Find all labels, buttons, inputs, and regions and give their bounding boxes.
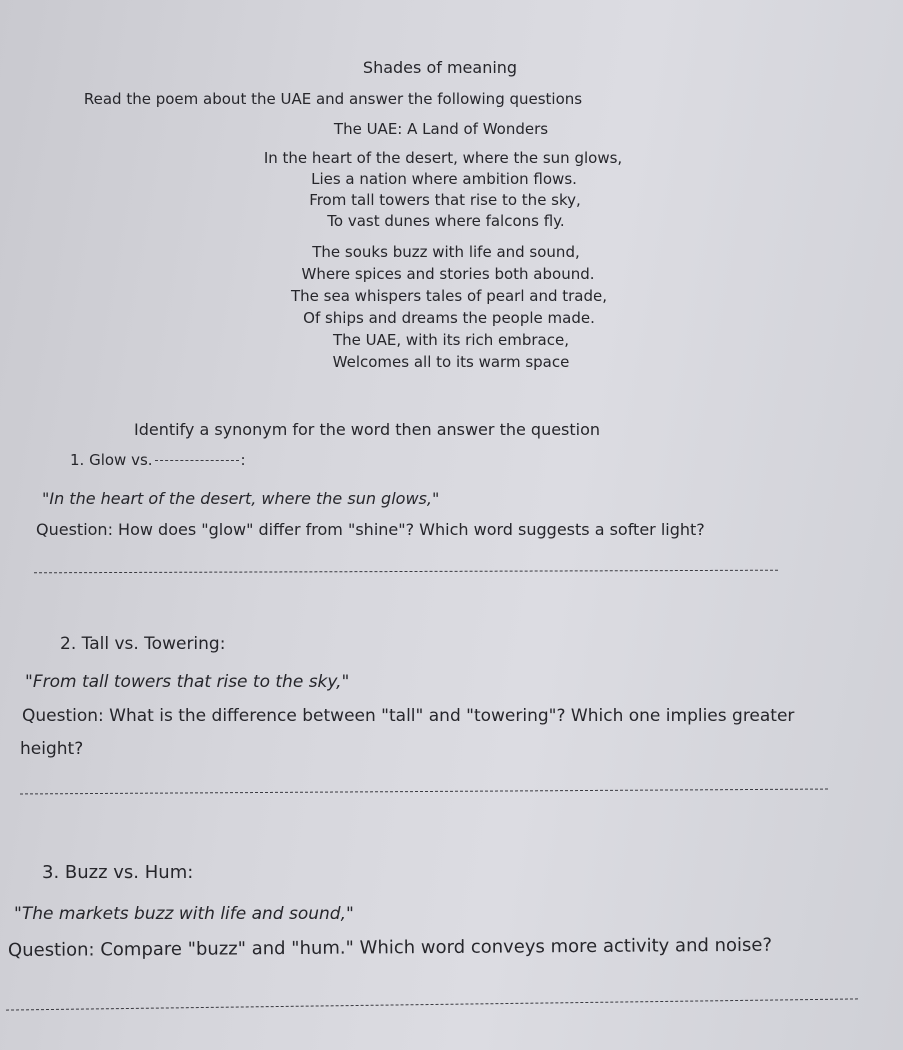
q1-answer-line[interactable] [34, 570, 778, 574]
poem-line: Where spices and stories both abound. [301, 265, 595, 283]
poem-line: In the heart of the desert, where the sun glows, [263, 149, 623, 167]
q3-question: Question: Compare "buzz" and "hum." Which word conveys more activity and noise? [7, 934, 773, 961]
q1-label [70, 451, 246, 469]
poem-line: From tall towers that rise to the sky, [309, 191, 581, 209]
poem-line: Welcomes all to its warm space [332, 353, 570, 371]
q2-label: 2. Tall vs. Towering: [60, 634, 226, 654]
poem-line: Of ships and dreams the people made. [303, 309, 595, 327]
page-title: Shades of meaning [362, 58, 518, 77]
q1-colon: : [240, 451, 246, 469]
poem-line: The sea whispers tales of pearl and trade, [291, 287, 607, 305]
q1-quote: "In the heart of the desert, where the sun glows," [42, 489, 440, 508]
q3-quote: "The markets buzz with life and sound," [14, 904, 354, 924]
q2-question-line2: height? [20, 739, 84, 759]
q1-label-text: 1. Glow vs. [70, 451, 153, 469]
task-heading: Identify a synonym for the word then answer the question [133, 420, 601, 439]
q2-question-line1: Question: What is the difference between "tall" and "towering"? Which one implies greater [22, 706, 795, 726]
poem-line: The UAE, with its rich embrace, [333, 331, 569, 349]
poem-title: The UAE: A Land of Wonders [333, 120, 549, 138]
q2-quote: "From tall towers that rise to the sky," [25, 672, 350, 692]
q3-answer-line[interactable] [6, 998, 858, 1010]
q1-answer-blank[interactable] [155, 460, 239, 461]
q3-label: 3. Buzz vs. Hum: [42, 862, 194, 883]
q1-question: Question: How does "glow" differ from "shine"? Which word suggests a softer light? [36, 520, 705, 539]
instruction-text: Read the poem about the UAE and answer the following questions [83, 90, 583, 108]
q2-answer-line[interactable] [20, 789, 828, 795]
poem-line: The souks buzz with life and sound, [312, 243, 580, 261]
poem-line: Lies a nation where ambition flows. [311, 170, 577, 188]
poem-line: To vast dunes where falcons fly. [327, 212, 565, 230]
